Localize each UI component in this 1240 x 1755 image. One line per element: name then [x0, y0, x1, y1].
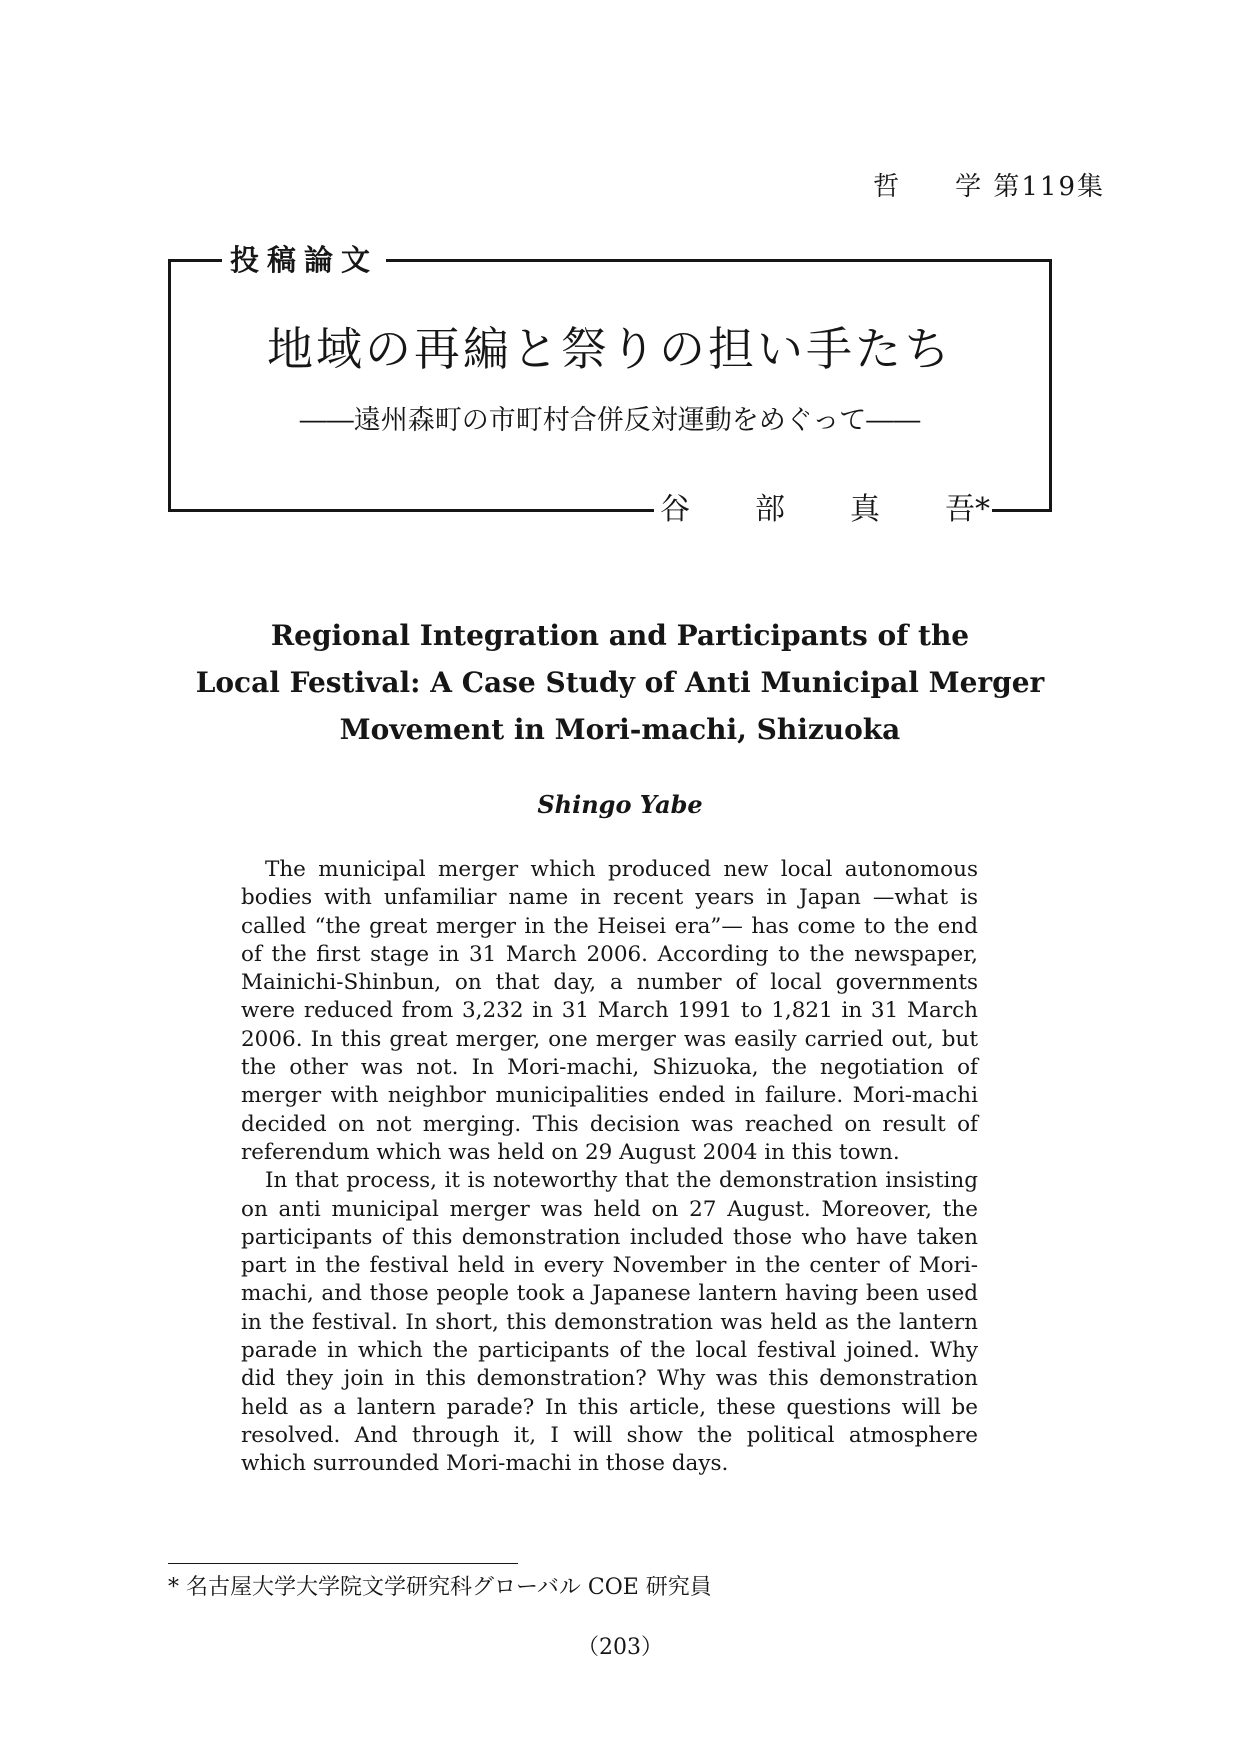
title-box-bottom-rule-right	[992, 509, 1052, 512]
footnote-rule	[168, 1563, 518, 1564]
journal-name	[873, 166, 1105, 203]
title-box-right-rule	[1049, 259, 1052, 511]
abstract-paragraph: In that process, it is noteworthy that the demonstration insisting on anti municipal merger was held on 27 August. Moreover, the participants of this demonstration included those who have taken part in the festival held in every November in the center of Mori-machi, and those people took a Japanese lantern having been used in the festival. In short, this demonstration was held as the lantern parade in which the participants of the local festival joined. Why did they join in this demonstration? Why was this demonstration held as a lantern parade? In this article, these questions will be resolved. And through it, I will show the political atmosphere which surrounded Mori-machi in those days.	[241, 1168, 978, 1477]
journal-name-part2: 学 第119集	[955, 172, 1105, 202]
japanese-author	[660, 492, 990, 528]
abstract	[241, 856, 978, 1479]
english-title-line: Local Festival: A Case Study of Anti Municipal Merger	[195, 666, 1045, 699]
footnote: * 名古屋大学大学院文学研究科グローバル COE 研究員	[168, 1575, 712, 1600]
author-char: 真	[850, 492, 880, 527]
english-author: Shingo Yabe	[537, 790, 703, 819]
author-char: 谷	[660, 492, 690, 527]
author-char: 吾*	[945, 492, 990, 527]
english-title-line: Movement in Mori-machi, Shizuoka	[339, 713, 901, 746]
page-number: （203）	[577, 1635, 663, 1660]
section-label: 投稿論文	[222, 238, 386, 279]
japanese-subtitle: ――遠州森町の市町村合併反対運動をめぐって――	[299, 405, 921, 436]
english-title	[120, 612, 1120, 753]
abstract-paragraph: The municipal merger which produced new local autonomous bodies with unfamiliar name in recent years in Japan —what is called “the great merger in the Heisei era”— has come to the end of the first stage in 31 March 2006. According to the newspaper, Mainichi-Shinbun, on that day, a number of local governments were reduced from 3,232 in 31 March 1991 to 1,821 in 31 March 2006. In this great merger, one merger was easily carried out, but the other was not. In Mori-machi, Shizuoka, the negotiation of merger with neighbor municipalities ended in failure. Mori-machi decided on not merging. This decision was reached on result of referendum which was held on 29 August 2004 in this town.	[241, 857, 978, 1165]
title-box-left-rule	[168, 259, 171, 511]
english-title-line: Regional Integration and Participants of the	[270, 619, 970, 652]
author-char: 部	[755, 492, 785, 527]
title-box-bottom-rule-left	[168, 509, 654, 512]
japanese-title: 地域の再編と祭りの担い手たち	[267, 322, 953, 376]
journal-name-part1: 哲	[873, 172, 902, 202]
